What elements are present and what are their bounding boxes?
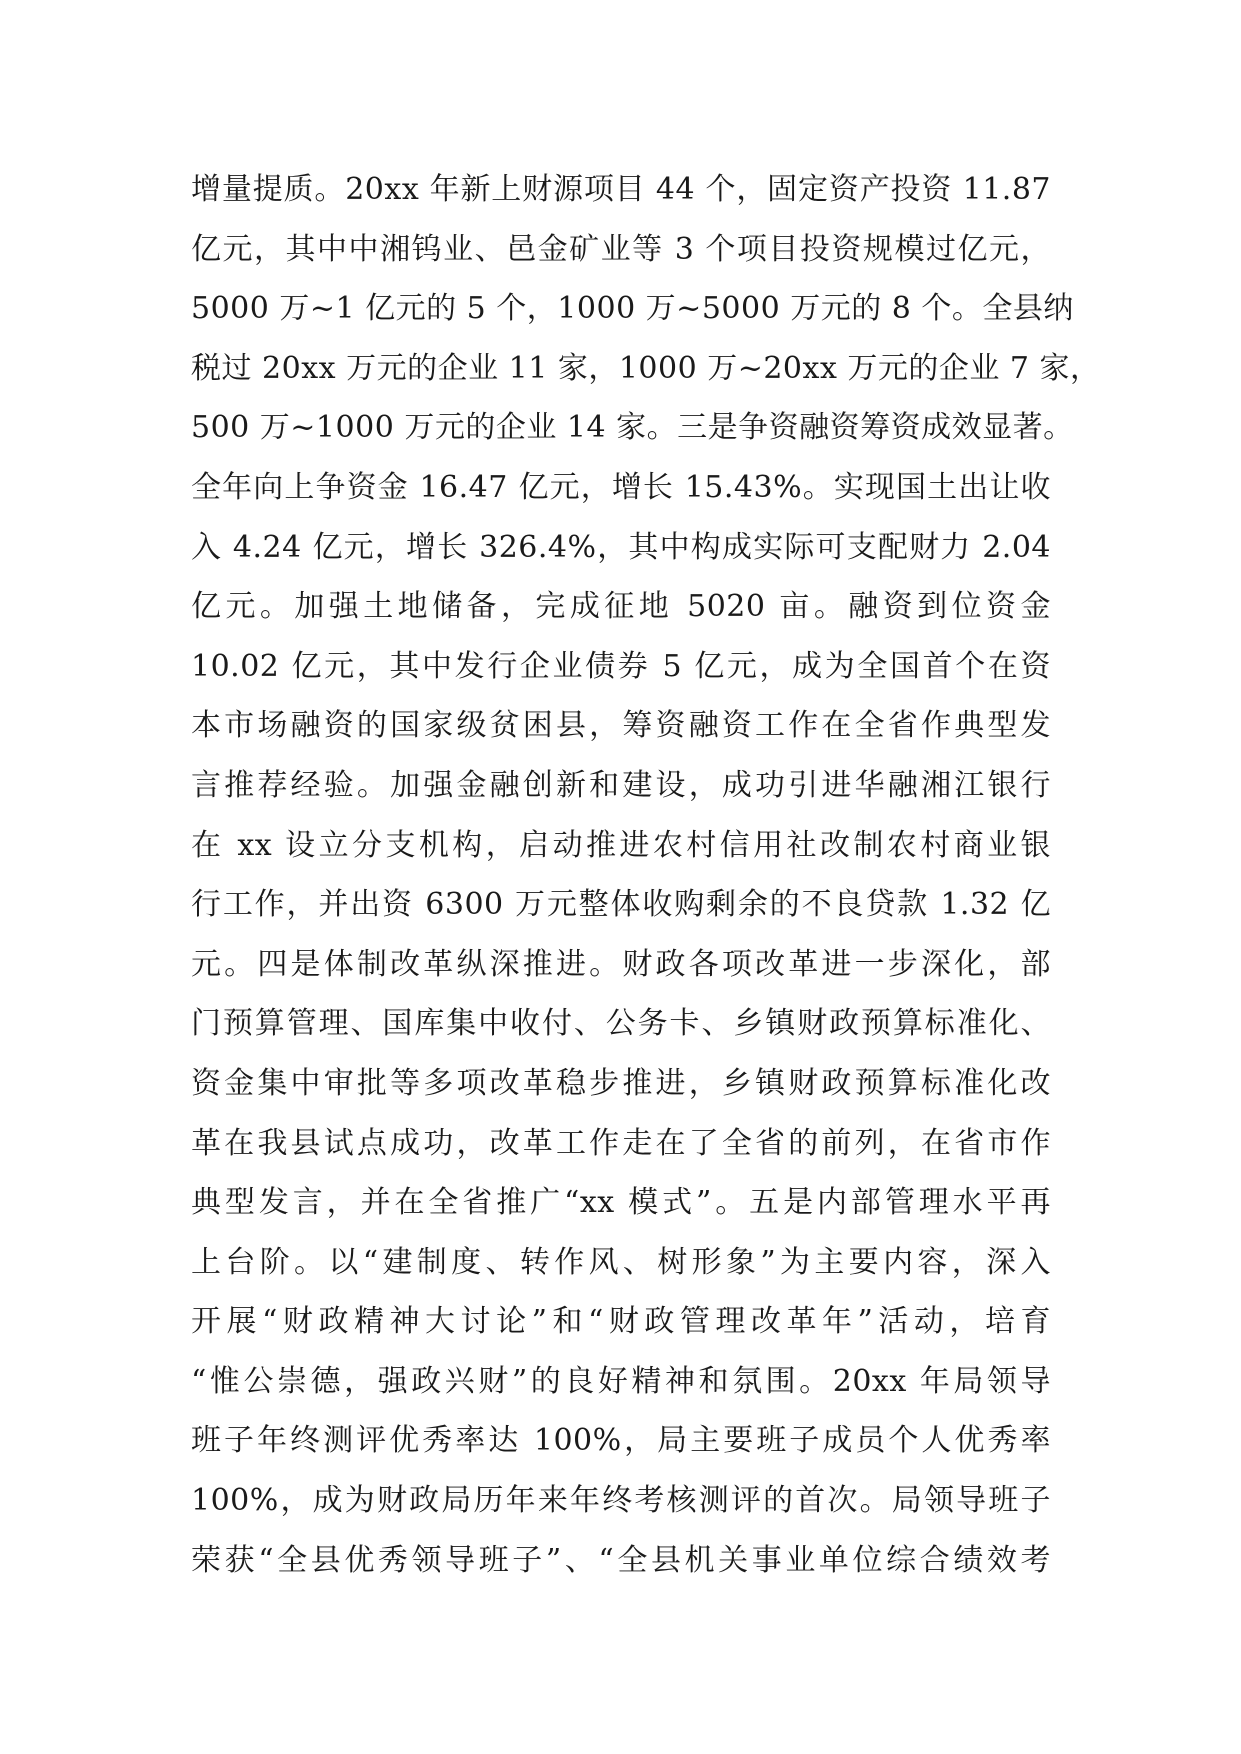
- body-text: [191, 160, 1101, 1590]
- text-line: 资金集中审批等多项改革稳步推进，乡镇财政预算标准化改: [191, 1065, 1051, 1101]
- text-line: 门预算管理、国库集中收付、公务卡、乡镇财政预算标准化、: [191, 1006, 1051, 1042]
- text-line: 10.02 亿元，其中发行企业债券 5 亿元，成为全国首个在资: [191, 648, 1051, 684]
- text-line: 班子年终测评优秀率达 100%，局主要班子成员个人优秀率: [191, 1423, 1051, 1459]
- text-line: “惟公崇德，强政兴财”的良好精神和氛围。20xx 年局领导: [191, 1363, 1051, 1399]
- text-line: 全年向上争资金 16.47 亿元，增长 15.43%。实现国土出让收: [191, 469, 1051, 505]
- text-line: 本市场融资的国家级贫困县，筹资融资工作在全省作典型发: [191, 708, 1051, 744]
- text-line: 100%，成为财政局历年来年终考核测评的首次。局领导班子: [191, 1483, 1051, 1519]
- text-line: 税过 20xx 万元的企业 11 家，1000 万~20xx 万元的企业 7 家，: [191, 350, 1101, 386]
- text-line: 500 万~1000 万元的企业 14 家。三是争资融资筹资成效显著。: [191, 410, 1074, 446]
- text-line: 亿元。加强土地储备，完成征地 5020 亩。融资到位资金: [191, 589, 1051, 625]
- text-line: 在 xx 设立分支机构，启动推进农村信用社改制农村商业银: [191, 827, 1051, 863]
- text-line: 革在我县试点成功，改革工作走在了全省的前列，在省市作: [191, 1125, 1051, 1161]
- text-line: 5000 万~1 亿元的 5 个，1000 万~5000 万元的 8 个。全县纳: [191, 291, 1074, 327]
- text-line: 典型发言，并在全省推广“xx 模式”。五是内部管理水平再: [191, 1185, 1051, 1221]
- text-line: 言推荐经验。加强金融创新和建设，成功引进华融湘江银行: [191, 767, 1051, 803]
- text-line: 荣获“全县优秀领导班子”、“全县机关事业单位综合绩效考: [191, 1542, 1051, 1578]
- text-line: 上台阶。以“建制度、转作风、树形象”为主要内容，深入: [191, 1244, 1051, 1280]
- text-line: 增量提质。20xx 年新上财源项目 44 个，固定资产投资 11.87: [191, 172, 1051, 207]
- text-line: 行工作，并出资 6300 万元整体收购剩余的不良贷款 1.32 亿: [191, 887, 1051, 923]
- text-line: 元。四是体制改革纵深推进。财政各项改革进一步深化，部: [191, 946, 1051, 982]
- text-line: 开展“财政精神大讨论”和“财政管理改革年”活动，培育: [191, 1304, 1051, 1340]
- text-line: 亿元，其中中湘钨业、邑金矿业等 3 个项目投资规模过亿元，: [191, 231, 1051, 267]
- text-line: 入 4.24 亿元，增长 326.4%，其中构成实际可支配财力 2.04: [191, 529, 1051, 565]
